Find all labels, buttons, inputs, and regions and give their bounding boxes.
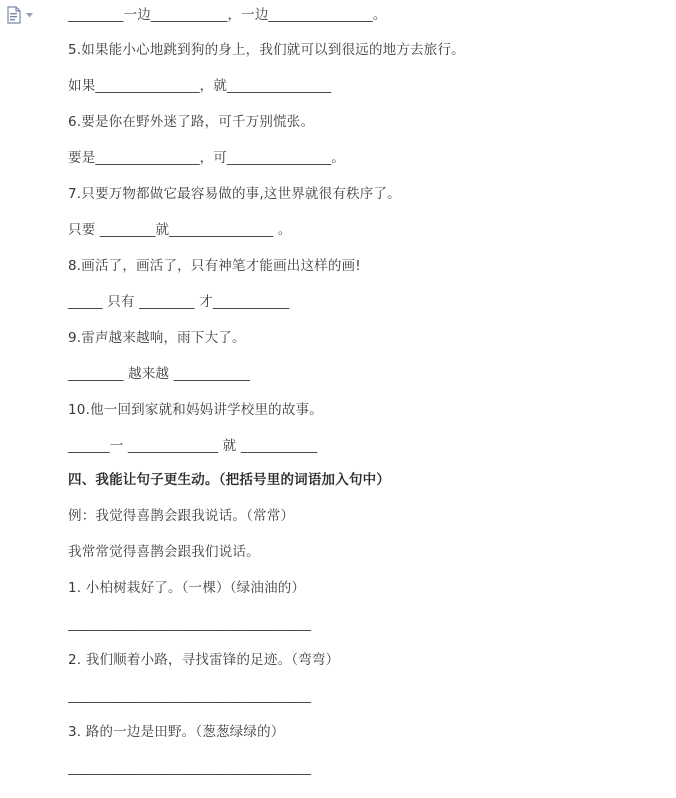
exercise-1-answer-line: ___________________________________ [68, 616, 312, 632]
answer-line-5: 如果_______________，就_______________ [68, 78, 332, 94]
chevron-down-icon [26, 13, 33, 18]
section-heading: 四、我能让句子更生动。（把括号里的词语加入句中） [68, 472, 391, 488]
exercise-3-answer-line: ___________________________________ [68, 760, 312, 776]
question-9: 9.雷声越来越响，雨下大了。 [68, 330, 246, 346]
example-sentence: 例：我觉得喜鹊会跟我说话。（常常） [68, 508, 295, 524]
document-menu[interactable] [6, 6, 33, 24]
answer-line-8: _____ 只有 ________ 才___________ [68, 294, 290, 310]
question-6: 6.要是你在野外迷了路，可千万别慌张。 [68, 114, 315, 130]
document-icon [6, 6, 22, 24]
answer-line-9: ________ 越来越 ___________ [68, 366, 251, 382]
exercise-2-answer-line: ___________________________________ [68, 688, 312, 704]
answer-line-10: ______一 _____________ 就 ___________ [68, 438, 318, 454]
example-answer: 我常常觉得喜鹊会跟我们说话。 [68, 544, 260, 560]
exercise-1: 1. 小柏树栽好了。（一棵）（绿油油的） [68, 580, 306, 596]
question-10: 10.他一回到家就和妈妈讲学校里的故事。 [68, 402, 323, 418]
answer-line-7: 只要 ________就_______________ 。 [68, 222, 292, 238]
question-7: 7.只要万物都做它最容易做的事,这世界就很有秩序了。 [68, 186, 401, 202]
exercise-3: 3. 路的一边是田野。（葱葱绿绿的） [68, 724, 285, 740]
question-5: 5.如果能小心地跳到狗的身上，我们就可以到很远的地方去旅行。 [68, 42, 465, 58]
blank-line: ________一边___________，一边_______________。 [68, 7, 387, 23]
answer-line-6: 要是_______________，可_______________。 [68, 150, 345, 166]
exercise-2: 2. 我们顺着小路，寻找雷锋的足迹。（弯弯） [68, 652, 340, 668]
question-8: 8.画活了，画活了，只有神笔才能画出这样的画! [68, 258, 361, 274]
